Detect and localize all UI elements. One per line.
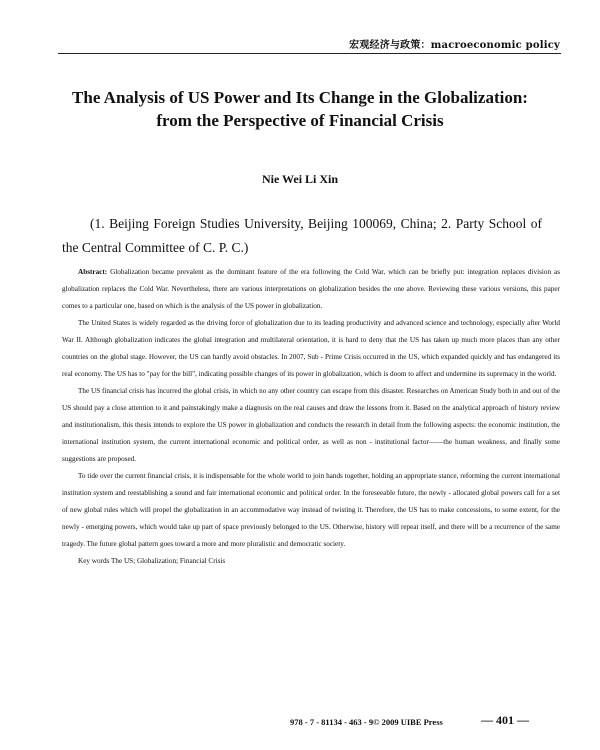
body-paragraph: The United States is widely regarded as the driving force of globalization due to its leading productivity and advanced science and technology, especially after World War II. Although globalization indicates the global integration and multilateral orientation, it is hard to deny that the US has taken up much more places than any other countries on the global stage. However, the US can hardly avoid obstacles. In 2007, Sub - Prime Crisis occurred in the US, which expanded quickly and has endangered its real economy. The US has to "pay for the bill", indicating possible changes of its power in globalization, which is doom to affect and undermine its supremacy in the world. xyxy=(62,319,560,378)
title-line-1: The Analysis of US Power and Its Change in the Globalization: xyxy=(72,88,528,107)
keywords-label: Key words xyxy=(78,557,110,565)
keywords-text: The US; Globalization; Financial Crisis xyxy=(111,557,226,565)
body-paragraph: The US financial crisis has incurred the global crisis, in which no any other country can escape from this disaster. Researches on American Study both in and out of the US should pay a close attention to it and painstakingly make a diagnosis on the real causes and draw the lessons from it. Based on the analytical approach of history review and institutionalism, this thesis intends to explore the US power in globalization and conducts the research in detail from the following aspects: the economic institution, the international institution system, the current international economic and political order, as well as non - institutional factor——the human weakness, and finally some suggestions are proposed. xyxy=(62,387,560,463)
header-rule xyxy=(58,53,561,54)
abstract-text: Globalization became prevalent as the dominant feature of the era following the Cold War, which can be briefly put: integration replaces division as globalization replaces the Cold War. Nevertheless, there are various interpretations on globalization besides the one above. Reviewing these various versions, this paper comes to a particular one, based on which is the analysis of the US power in globalization. xyxy=(62,268,561,310)
keywords xyxy=(62,553,560,570)
isbn-footer: 978 - 7 - 81134 - 463 - 9© 2009 UIBE Press xyxy=(290,717,443,727)
running-head: 宏观经济与政策：macroeconomic policy xyxy=(349,40,560,51)
abstract-paragraph xyxy=(62,264,560,315)
body-paragraph: To tide over the current financial crisis, it is indispensable for the whole world to join hands together, holding an appropriate stance, reforming the current international institution system and reestablishing a sound and fair international economic and political order. In the foreseeable future, the newly - allocated global powers call for a set of new global rules which will propel the globalization in an accommodative way instead of twisting it. Therefore, the US has to make concessions, to some extent, for the newly - emerging powers, which would take up part of space previously belonged to the US. Otherwise, history will repeat itself, and there will be a recurrence of the same tragedy. The future global pattern goes toward a more and more pluralistic and democratic society. xyxy=(62,472,560,548)
page-number: — 401 — xyxy=(481,713,529,727)
paper-body xyxy=(62,264,560,570)
abstract-label: Abstract: xyxy=(78,268,108,276)
paper-title xyxy=(40,86,560,132)
title-line-2: from the Perspective of Financial Crisis xyxy=(156,111,444,130)
affiliation: (1. Beijing Foreign Studies University, Beijing 100069, China; 2. Party School of the Central Committee of C. P. C.) xyxy=(62,216,542,255)
authors: Nie Wei Li Xin xyxy=(261,172,339,186)
